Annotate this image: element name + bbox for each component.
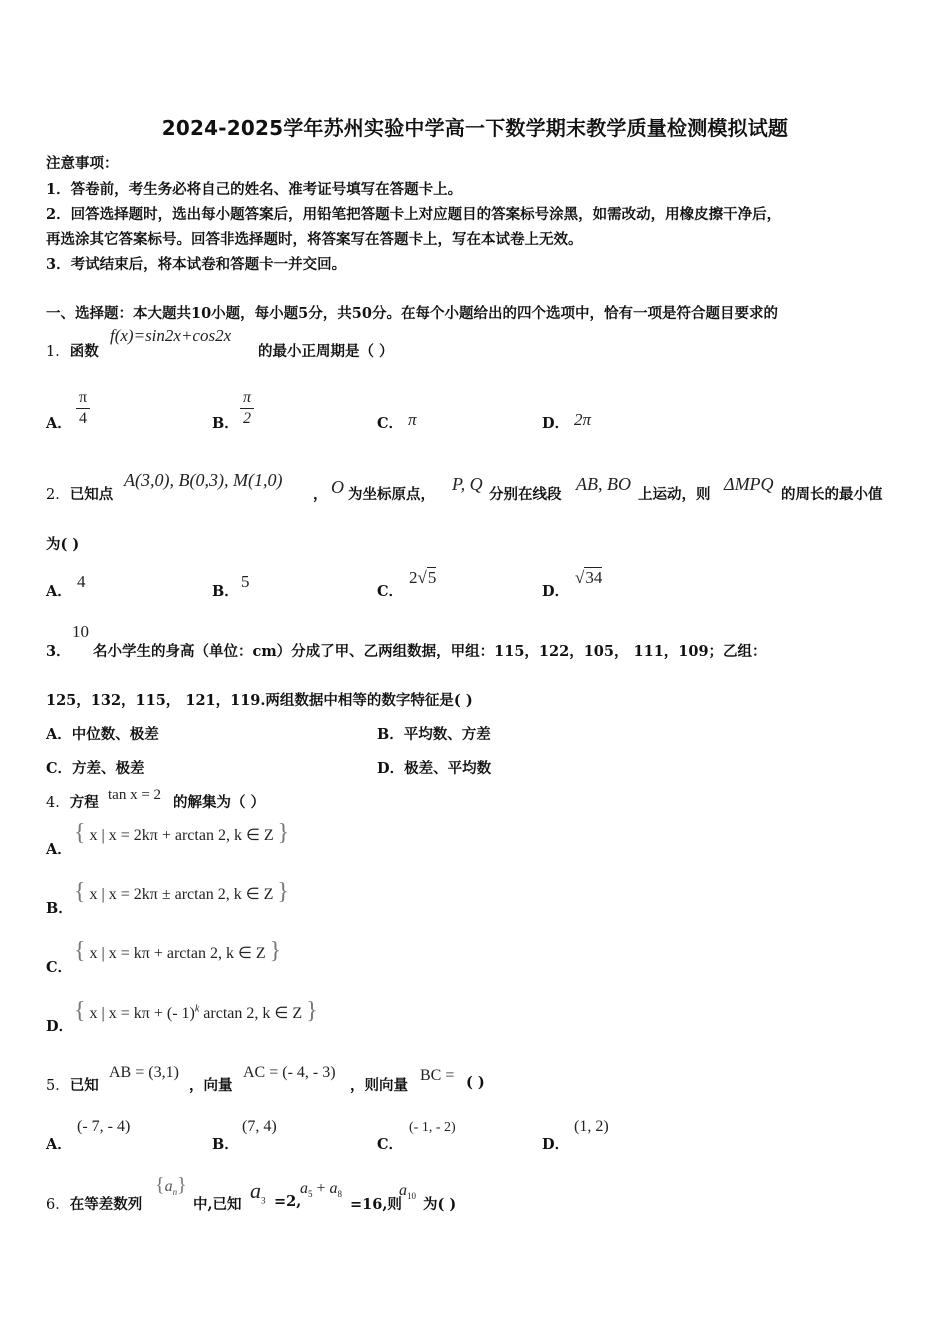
question-text: 方程 [69,794,99,811]
radicand: 34 [585,568,603,587]
points-formula: A(3,0), B(0,3), M(1,0) [124,470,283,490]
option-d [377,757,491,778]
option-label: A． [46,1136,72,1153]
triangle-formula: ΔMPQ [724,474,774,494]
equation-formula: tan x = 2 [108,787,162,803]
subscript: 5 [308,1189,313,1200]
option-d-value: { x | x = kπ + (- 1)$^k$ arctan 2, k ∈ Z } [74,998,318,1024]
fraction-numerator: π [76,388,90,409]
question-text: ，则向量 [350,1077,408,1094]
option-b [377,723,491,744]
question-text: 的周长的最小值 [781,486,883,503]
question-5-stem [46,1074,99,1095]
option-label: B． [377,726,404,743]
vector-bc: BC = [420,1067,455,1084]
question-text: ，向量 [189,1077,233,1094]
term-a10 [399,1182,416,1201]
radicand: 5 [427,568,437,587]
option-label: D． [542,415,570,432]
option-text: 中位数、极差 [71,726,159,743]
option-d-value: 2π [574,410,592,429]
question-text: 上运动，则 [638,486,711,503]
option-label: D． [542,1136,570,1153]
segment-formula: AB, BO [576,474,631,494]
option-label: D． [46,1018,74,1035]
question-number: 4． [46,795,70,811]
option-b-value: 5 [241,572,250,591]
option-label: C． [377,1136,404,1153]
question-text: 函数 [69,343,99,360]
subscript: 3 [261,1195,266,1206]
term-letter: a [329,1180,338,1197]
notice-item: 1．答卷前，考生务必将自己的姓名、准考证号填写在答题卡上。 [46,181,463,198]
option-label: A． [46,583,72,600]
option-label: B． [46,900,73,917]
option-d-value: (1, 2) [574,1118,609,1135]
option-label: A． [46,841,72,858]
question-text: ， [313,486,328,503]
option-label: D． [542,583,570,600]
question-6-stem [46,1193,142,1214]
question-1-stem [46,340,99,361]
question-4-stem [46,791,99,812]
option-a-value: { x | x = 2kπ + arctan 2, k ∈ Z } [74,820,290,846]
question-text: 为( ) [423,1196,457,1213]
fraction-denominator: 4 [79,410,88,427]
question-text: 名小学生的身高（单位：cm）分成了甲、乙两组数据，甲组：115，122，105， 111，109；乙组： [93,643,767,660]
section-heading: 一、选择题：本大题共10小题，每小题5分，共50分。在每个小题给出的四个选项中，恰有一项是符合题目要求的 [46,305,778,322]
coefficient: 2 [409,568,418,587]
option-label: C． [46,959,73,976]
question-text: 已知点 [69,486,114,503]
option-label: D． [377,760,405,777]
set-expression: arctan 2, k ∈ Z [199,1005,303,1022]
option-text: 极差、平均数 [404,760,492,777]
subscript: n [172,1187,178,1198]
option-label: B． [212,583,239,600]
question-number: 1． [46,344,70,360]
exponent: k [194,1003,200,1015]
option-a-value [76,388,90,429]
option-label: C． [377,415,404,432]
option-c-value: (- 1, - 2) [409,1120,456,1135]
option-a-value: (- 7, - 4) [77,1118,131,1135]
term-letter: a [250,1178,261,1203]
fraction-numerator: π [240,388,254,409]
option-c-value: 2√5 [409,568,437,587]
option-a-value: 4 [77,572,86,591]
term-letter: a [300,1180,308,1197]
question-number: 2． [46,487,70,503]
option-label: C． [377,583,404,600]
option-text: 平均数、方差 [403,726,491,743]
fraction-denominator: 2 [243,410,251,427]
question-text: 已知 [69,1077,99,1094]
question-number: 3． [46,643,71,660]
subscript: 10 [407,1191,416,1202]
option-label: A． [46,726,72,743]
question-text: ( ) [466,1074,485,1091]
vector-ab: AB = (3,1) [109,1064,179,1081]
option-text: 方差、极差 [72,760,145,777]
option-label: A． [46,415,72,432]
question-text: 125，132，115， 121，119.两组数据中相等的数字特征是( ) [46,692,473,709]
option-a [46,723,159,744]
question-text: =16,则 [350,1196,402,1213]
term-letter: a [399,1182,407,1199]
set-expression: x | x = 2kπ + arctan 2, k ∈ Z [89,827,274,844]
count-value: 10 [72,622,89,641]
notice-item: 2．回答选择题时，选出每小题答案后，用铅笔把答题卡上对应题目的答案标号涂黑，如需改动，用橡皮擦干净后， [46,206,782,223]
notice-item: 3．考试结束后，将本试卷和答题卡一并交回。 [46,256,347,273]
option-label: B． [212,1136,239,1153]
question-text: 的最小正周期是（ ） [258,343,394,360]
option-label: B． [212,415,239,432]
question-text: 为坐标原点， [348,486,435,503]
option-b-value: (7, 4) [242,1118,277,1135]
option-d-value: √34 [575,568,603,587]
plus-sign: + [312,1180,330,1197]
page-title: 2024-2025学年苏州实验中学高一下数学期末教学质量检测模拟试题 [161,116,789,140]
pq-formula: P, Q [452,474,483,494]
set-expression: x | x = kπ + (- 1) [89,1005,195,1022]
question-number: 5． [46,1078,70,1094]
option-c [46,757,145,778]
notice-item: 再选涂其它答案标号。回答非选择题时，将答案写在答题卡上，写在本试卷上无效。 [46,231,583,248]
question-text: 在等差数列 [69,1196,143,1213]
question-text: 的解集为（ ） [173,794,266,811]
vector-ac: AC = (- 4, - 3) [243,1064,336,1081]
option-label: C． [46,760,73,777]
term-sum [300,1180,342,1199]
question-1-formula: f(x)=sin2x+cos2x [110,326,232,345]
set-expression: x | x = 2kπ ± arctan 2, k ∈ Z [89,886,274,903]
sequence-letter: a [164,1178,173,1195]
option-b-value [240,388,254,429]
question-2-stem [46,483,113,504]
notice-heading: 注意事项： [46,155,119,172]
subscript: 8 [337,1189,343,1200]
term-a3 [250,1178,266,1205]
question-text: 中,已知 [193,1196,242,1213]
sequence-symbol: $\{a_n\}$ [155,1174,187,1198]
question-text: 分别在线段 [489,486,562,503]
origin-symbol: O [331,477,344,497]
question-text: 为( ) [46,536,80,553]
option-b-value: { x | x = 2kπ ± arctan 2, k ∈ Z } [74,879,289,905]
option-c-value: π [408,410,417,429]
question-text: =2, [274,1193,302,1210]
set-expression: x | x = kπ + arctan 2, k ∈ Z [89,945,266,962]
question-number: 6． [46,1197,70,1213]
option-c-value: { x | x = kπ + arctan 2, k ∈ Z } [74,938,282,964]
